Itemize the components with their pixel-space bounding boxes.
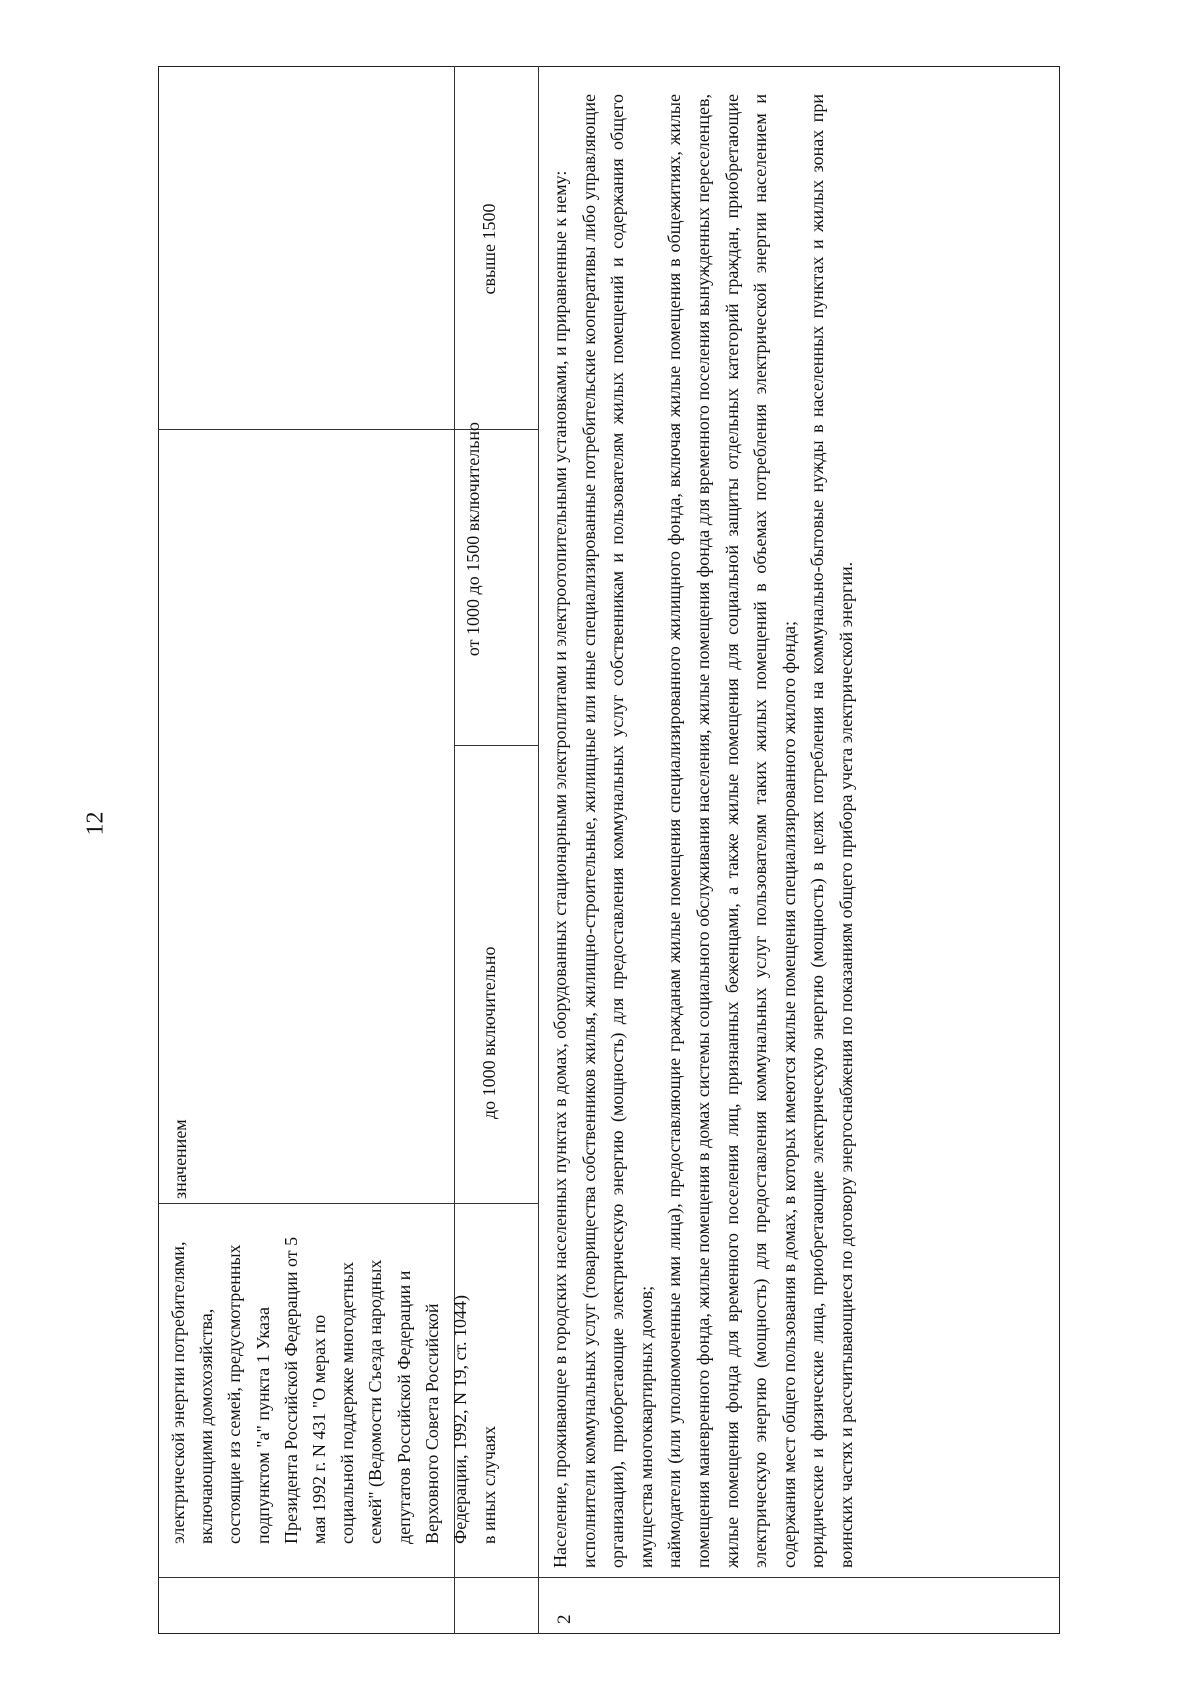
range-mid: от 1000 до 1500 включительно — [463, 421, 483, 657]
paragraph: наймодатели (или уполномоченные ими лица), предоставляющие гражданам жилые помещения специализированного жилищного фонда, включая жилые помещения в общежитиях, жилые помещения маневренного фонда, жилые помещения в домах системы социального обслуживания населения, жилые помещения фонда для временного поселения вынужденных переселенцев, жилые помещения фонда для временного поселения лиц, признанных беженцами, а также жилые помещения для социальной защиты отдельных категорий граждан, приобретающие электрическую энергию (мощность) для предоставления коммунальных услуг пользователям таких жилых помещений в объемах потребления электрической энергии населением и содержания мест общего пользования в домах, в которых имеются жилые помещения специализированного жилого фонда; — [664, 94, 799, 1568]
decree-reference-text: электрической энергии потребителями, включающими домохозяйства, состоящие из семей, предусмотренных подпунктом "а" пункта 1 Указа Президента Российской Федерации от 5 мая 1992 г. N 431 "О мерах по социальной поддержке многодетных семей" (Ведомости Съезда народных депутатов Российской Федерации и Верховного Совета Российской Федерации, 1992, N 19, ст. 1044) — [168, 1236, 471, 1544]
range-high: свыше 1500 — [479, 203, 499, 295]
other-cases-label: в иных случаях — [479, 1425, 499, 1544]
paragraph: юридические и физические лица, приобретающие электрическую энергию (мощность) в целях потребления на коммунально-бытовые нужды в населенных пунктах и жилых зонах при воинских частях и рассчитывающиеся по договору энергоснабжения по показаниям общего прибора учета электрической энергии. — [807, 94, 856, 1568]
column-divider-1 — [158, 1203, 538, 1204]
consumer-groups-text — [546, 94, 1046, 1568]
column-divider-2 — [454, 745, 538, 746]
number-column-divider — [158, 1577, 1060, 1578]
value-label: значением — [170, 1119, 190, 1199]
page-number: 12 — [82, 811, 109, 836]
range-low: до 1000 включительно — [479, 946, 499, 1119]
tariff-table — [158, 66, 1060, 1634]
paragraph: исполнители коммунальных услуг (товарищества собственников жилья, жилищно-строительные, жилищные или иные специализированные потребительские кооперативы либо управляющие организации), приобретающие электрическую энергию (мощность) для предоставления коммунальных услуг собственникам и пользователям жилых помещений и содержания общего имущества многоквартирных домов; — [578, 94, 656, 1568]
paragraph: Население, проживающее в городских населенных пунктах в домах, оборудованных стационарными электроплитами и электроотопительными установками, и приравненные к нему: — [550, 170, 570, 1568]
row-divider-2 — [538, 66, 539, 1634]
row-number: 2 — [554, 1614, 575, 1624]
